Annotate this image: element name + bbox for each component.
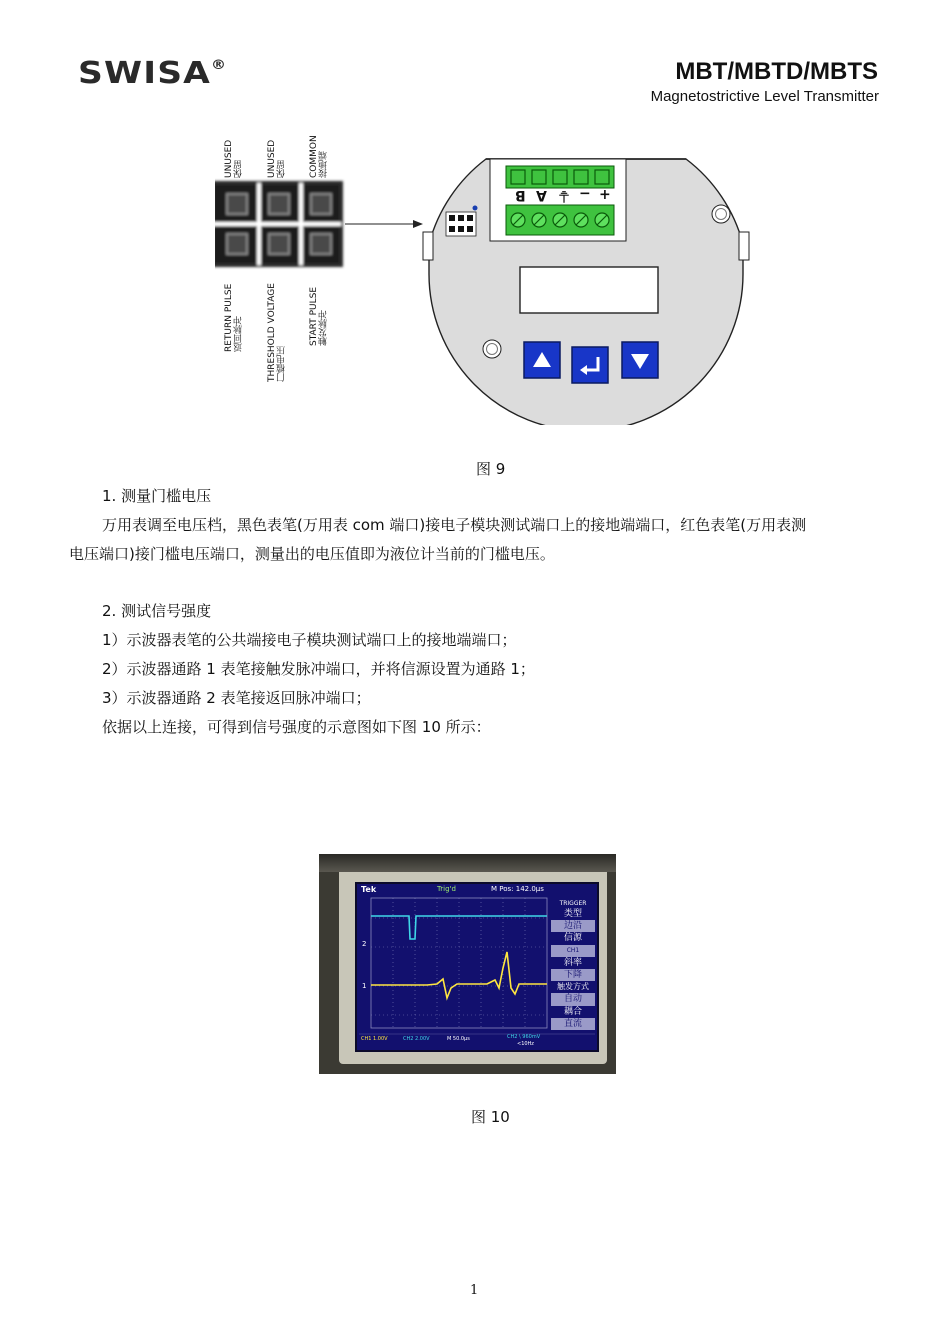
svg-text:1: 1 — [362, 982, 367, 990]
figure9-diagram — [215, 150, 775, 425]
terminal-label-plus: + — [599, 186, 611, 202]
section2-summary: 依据以上连接，可得到信号强度的示意图如下图 10 所示： — [102, 718, 491, 736]
connector-block — [215, 181, 343, 267]
section1-line1: 万用表调至电压档，黑色表笔(万用表 com 端口)接电子模块测试端口上的接地端端口，红色表笔(万用表测 — [102, 516, 807, 534]
logo-text: SWISA — [78, 56, 212, 91]
section1-line2: 电压端口)接门槛电压端口，测量出的电压值即为液位计当前的门槛电压。 — [69, 545, 555, 563]
terminal-labels — [509, 187, 619, 205]
terminal-label-a: A — [536, 187, 547, 203]
svg-text:2: 2 — [362, 940, 367, 948]
section1-heading: 1. 测量门槛电压 — [102, 487, 212, 505]
label-unused-1: UNUSED 保留 — [224, 139, 244, 178]
menu-source-value: CH1 — [551, 945, 595, 957]
pointer-arrow — [345, 220, 423, 228]
oscilloscope-photo — [319, 854, 616, 1074]
scope-screen — [355, 882, 599, 1052]
scope-ch2-trigger: CH2 \ 960mV — [507, 1034, 541, 1040]
section2-item-3: 3）示波器通路 2 表笔接返回脉冲端口； — [102, 689, 371, 707]
menu-type-label: 类型 — [563, 909, 582, 919]
figure9-caption: 图 9 — [476, 460, 506, 478]
page-number: 1 — [470, 1283, 479, 1298]
label-return-pulse: RETURN PULSE 返回脉冲 — [224, 283, 244, 352]
section2-item-1: 1）示波器表笔的公共端接电子模块测试端口上的接地端端口； — [102, 631, 517, 649]
label-start-pulse: START PULSE 触发脉冲 — [309, 286, 329, 346]
scope-ch1-scale: CH1 1.00V — [361, 1036, 388, 1042]
menu-slope-label: 斜率 — [563, 957, 582, 968]
registered-mark: ® — [211, 58, 228, 73]
menu-mode-label: 触发方式 — [557, 982, 589, 992]
menu-slope-value: 下降 — [551, 969, 595, 981]
figure10-caption: 图 10 — [471, 1108, 510, 1126]
scope-trig-status: Trig'd — [437, 885, 456, 893]
trigger-menu-title: TRIGGER — [559, 900, 587, 907]
scope-frequency: <10Hz — [517, 1041, 534, 1047]
ch2-trace — [371, 916, 547, 939]
scope-brand: Tek — [361, 885, 377, 894]
scope-timebase: M 50.0µs — [447, 1036, 470, 1042]
label-threshold-voltage: THRESHOLD VOLTAGE 门槛电压 — [267, 283, 287, 382]
menu-mode-value: 自动 — [551, 993, 595, 1005]
scope-trigger-menu — [551, 900, 595, 1032]
lcd-display — [520, 267, 658, 313]
menu-coupling-value: 直流 — [551, 1018, 595, 1030]
model-subtitle: Magnetostrictive Level Transmitter — [650, 88, 879, 105]
up-key — [524, 342, 560, 378]
model-title: MBT/MBTD/MBTS — [675, 58, 878, 85]
section2-item-2: 2）示波器通路 1 表笔接触发脉冲端口，并将信源设置为通路 1； — [102, 660, 535, 678]
menu-coupling-label: 耦合 — [563, 1006, 582, 1017]
label-common: COMMON 接地端 — [309, 135, 329, 178]
scope-mpos: M Pos: 142.0µs — [491, 885, 544, 893]
menu-type-value: 边沿 — [551, 920, 595, 932]
menu-source-label: 信源 — [563, 933, 582, 944]
brand-logo — [78, 56, 227, 91]
scope-ch2-scale: CH2 2.00V — [403, 1036, 430, 1042]
enter-key — [572, 347, 608, 383]
terminal-label-ground: ⏚ — [557, 187, 571, 203]
terminal-label-b: B — [515, 187, 526, 203]
terminal-label-minus: − — [579, 185, 591, 201]
label-unused-2: UNUSED 保留 — [267, 139, 287, 178]
down-key — [622, 342, 658, 378]
section2-heading: 2. 测试信号强度 — [102, 602, 212, 620]
